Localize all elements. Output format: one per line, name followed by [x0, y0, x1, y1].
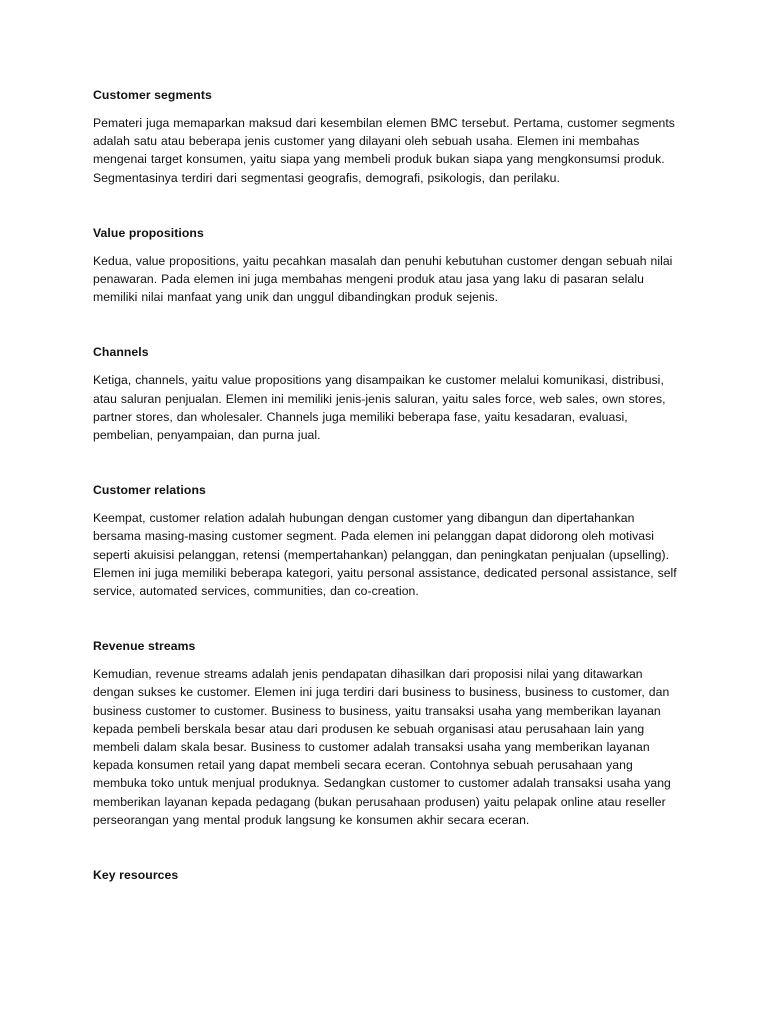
section-key-resources: [93, 866, 683, 884]
section-channels: [93, 343, 683, 444]
section-customer-segments: [93, 86, 683, 187]
section-heading: Revenue streams: [93, 639, 196, 654]
section-paragraph: Pemateri juga memaparkan maksud dari kesembilan elemen BMC tersebut. Pertama, customer segments adalah satu atau beberapa jenis customer yang dilayani oleh sebuah usaha. Elemen ini membahas mengenai target konsumen, yaitu siapa yang membeli produk bukan siapa yang mengkonsumsi produk. Segmentasinya terdiri dari segmentasi geografis, demografi, psikologis, dan perilaku.: [93, 116, 675, 185]
section-paragraph: Keempat, customer relation adalah hubungan dengan customer yang dibangun dan dipertahankan bersama masing-masing customer segment. Pada elemen ini pelanggan dapat didorong oleh motivasi seperti akuisisi pelanggan, retensi (mempertahankan) pelanggan, dan peningkatan penjualan (upselling). Elemen ini juga memiliki beberapa kategori, yaitu personal assistance, dedicated personal assistance, self service, automated services, communities, dan co-creation.: [93, 511, 677, 599]
section-paragraph: Ketiga, channels, yaitu value propositions yang disampaikan ke customer melalui komunikasi, distribusi, atau saluran penjualan. Elemen ini memiliki jenis-jenis saluran, yaitu sales force, web sales, own stores, partner stores, dan wholesaler. Channels juga memiliki beberapa fase, yaitu kesadaran, evaluasi, pembelian, penyampaian, dan purna jual.: [93, 373, 666, 443]
section-heading: Customer relations: [93, 483, 206, 498]
section-revenue-streams: [93, 637, 683, 829]
section-heading: Customer segments: [93, 88, 212, 102]
section-heading: Channels: [93, 345, 149, 360]
section-paragraph: Kemudian, revenue streams adalah jenis pendapatan dihasilkan dari proposisi nilai yang ditawarkan dengan sukses ke customer. Elemen ini juga terdiri dari business to business, business to customer, dan business customer to customer. Business to business, yaitu transaksi usaha yang memberikan layanan kepada pembeli berskala besar atau dari produsen ke sebuah organisasi atau perusahaan lain yang membeli dalam skala besar. Business to customer adalah transaksi usaha yang memberikan layanan kepada konsumen retail yang dapat membeli secara eceran. Contohnya sebuah perusahaan yang membuka toko untuk menjual produknya. Sedangkan customer to customer adalah transaksi usaha yang memberikan layanan kepada pedagang (bukan perusahaan produsen) yaitu pelapak online atau reseller perseorangan yang mental produk langsung ke konsumen akhir secara eceran.: [93, 667, 671, 827]
section-value-propositions: [93, 224, 683, 307]
section-heading: Value propositions: [93, 225, 204, 240]
section-paragraph: Kedua, value propositions, yaitu pecahkan masalah dan penuhi kebutuhan customer dengan sebuah nilai penawaran. Pada elemen ini juga membahas mengeni produk atau jasa yang laku di pasaran selalu memiliki nilai manfaat yang unik dan unggul dibandingkan produk sejenis.: [93, 253, 673, 305]
section-heading: Key resources: [93, 868, 179, 883]
section-customer-relations: [93, 481, 683, 600]
document-content: [93, 86, 683, 921]
